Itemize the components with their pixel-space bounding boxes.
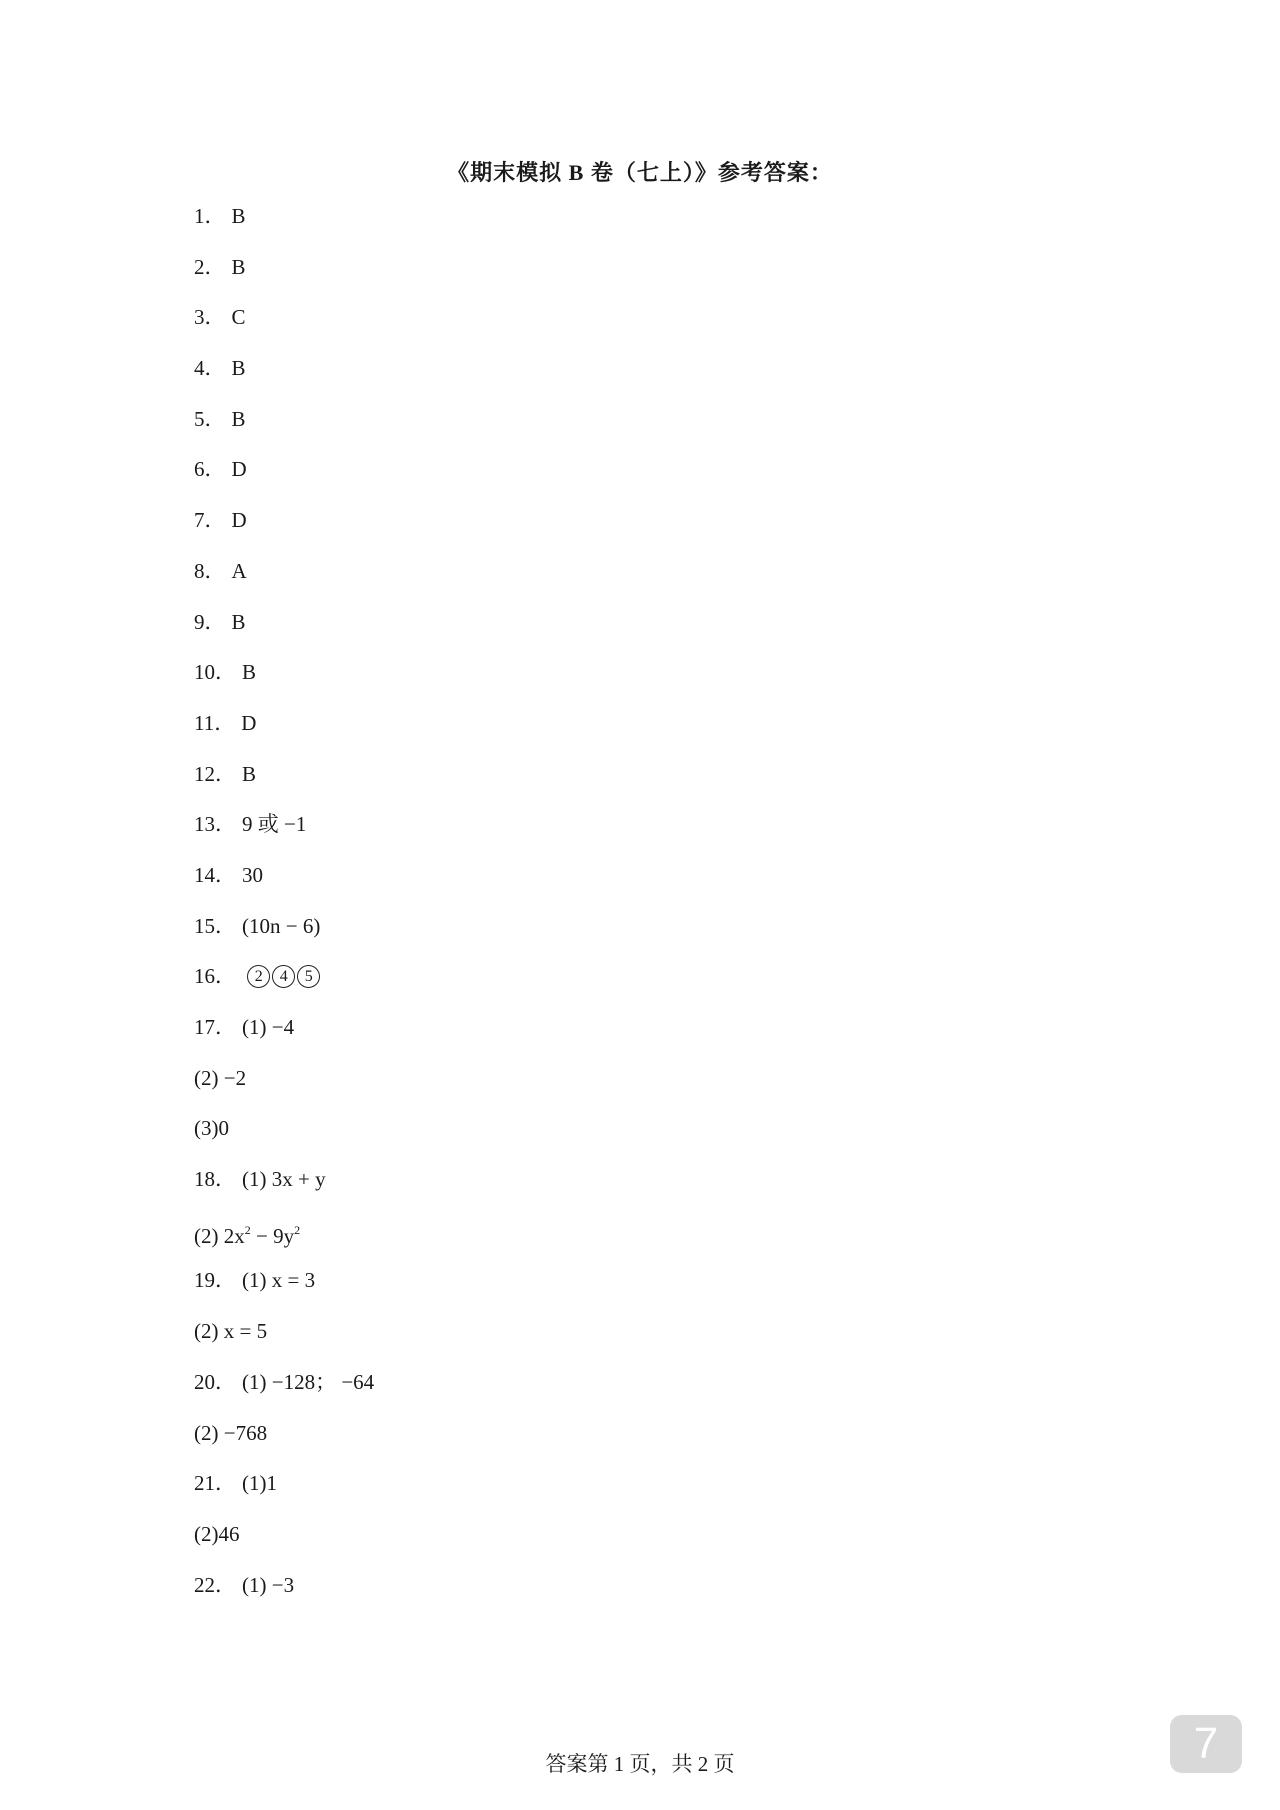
- answer-row: [194, 551, 374, 602]
- math-expression: [194, 1210, 300, 1256]
- question-number: 20．: [194, 1369, 236, 1394]
- answer-row: [194, 449, 374, 500]
- answer-row: [194, 703, 374, 754]
- answer-text: (1) −128； −64: [242, 1369, 375, 1394]
- expression-prefix: (2) 2x: [194, 1223, 245, 1248]
- answer-text: D: [231, 508, 247, 533]
- answer-text: B: [231, 204, 246, 228]
- expression-middle: − 9y: [250, 1223, 295, 1248]
- answer-row: [194, 1108, 374, 1159]
- circled-number-mark: 2: [247, 965, 270, 988]
- answer-text: B: [231, 254, 246, 279]
- exponent: 2: [294, 1222, 301, 1237]
- question-number: 18．: [194, 1167, 236, 1192]
- answer-text: (1)1: [242, 1471, 277, 1496]
- question-number: 16．: [194, 964, 236, 989]
- answer-row: [194, 247, 374, 298]
- question-number: 5．: [194, 406, 226, 431]
- answer-row: [194, 196, 374, 247]
- page-number-badge[interactable]: 7: [1170, 1715, 1242, 1773]
- answer-row: [194, 1159, 374, 1210]
- answer-row: [194, 399, 374, 450]
- answer-row: [194, 855, 374, 906]
- answer-text: A: [231, 558, 247, 583]
- answer-row: [194, 348, 374, 399]
- answer-text: B: [231, 406, 246, 431]
- answer-row: [194, 1514, 374, 1565]
- answer-text: B: [231, 356, 246, 381]
- answer-text: (10n − 6): [242, 913, 321, 938]
- answer-text: (1) 3x + y: [242, 1167, 326, 1192]
- answer-text: 9 或 −1: [242, 812, 307, 837]
- question-number: 15．: [194, 913, 236, 938]
- answer-row: [194, 1565, 374, 1616]
- answer-row: [194, 1362, 374, 1413]
- question-number: 14．: [194, 862, 236, 887]
- circled-number-mark: 4: [272, 965, 295, 988]
- question-number: 2．: [194, 254, 226, 279]
- answer-row: [194, 754, 374, 805]
- question-number: 1．: [194, 204, 226, 228]
- question-number: 12．: [194, 761, 236, 786]
- question-number: 17．: [194, 1015, 236, 1039]
- answer-text: (3)0: [194, 1116, 229, 1141]
- page-title: 《期末模拟 B 卷（七上）》参考答案：: [447, 160, 833, 185]
- answer-text: (2)46: [194, 1521, 240, 1546]
- answer-text: D: [241, 710, 257, 735]
- question-number: 10．: [194, 660, 236, 685]
- answer-row: [194, 652, 374, 703]
- answer-list: [194, 196, 374, 1615]
- question-number: 3．: [194, 305, 226, 330]
- answer-text: (2) x = 5: [194, 1319, 268, 1344]
- question-number: 8．: [194, 558, 226, 583]
- answer-text: (1) x = 3: [242, 1268, 316, 1293]
- answer-row: [194, 297, 374, 348]
- answer-text: (2) −768: [194, 1420, 268, 1445]
- answer-row: [194, 1463, 374, 1514]
- answer-text: (1) −4: [242, 1015, 295, 1039]
- answer-text: B: [242, 761, 257, 786]
- answer-row: [194, 956, 374, 1007]
- answer-row: [194, 500, 374, 551]
- question-number: 7．: [194, 508, 226, 533]
- question-number: 6．: [194, 457, 226, 482]
- question-number: 21．: [194, 1471, 236, 1496]
- answer-text: 30: [242, 862, 263, 887]
- question-number: 9．: [194, 609, 226, 634]
- answer-text: (2) −2: [194, 1065, 247, 1090]
- exponent: 2: [244, 1222, 251, 1237]
- question-number: 11．: [194, 710, 236, 735]
- answer-text: B: [231, 609, 246, 634]
- answer-text: D: [231, 457, 247, 482]
- circled-answer-group: [247, 956, 322, 996]
- circled-number-mark: 5: [297, 965, 320, 988]
- answer-row: [194, 602, 374, 653]
- question-number: 19．: [194, 1268, 236, 1293]
- answer-row: [194, 804, 374, 855]
- answer-text: B: [242, 660, 257, 685]
- question-number: 22．: [194, 1572, 236, 1597]
- page-footer: 答案第 1 页，共 2 页: [545, 1752, 735, 1776]
- answer-row: [194, 1058, 374, 1109]
- answer-text: C: [231, 305, 246, 330]
- answer-row: [194, 1007, 374, 1058]
- answer-text: (1) −3: [242, 1572, 295, 1597]
- question-number: 13．: [194, 812, 236, 837]
- answer-row: [194, 906, 374, 957]
- answer-row: [194, 1210, 374, 1261]
- answer-row: [194, 1260, 374, 1311]
- answer-row: [194, 1311, 374, 1362]
- question-number: 4．: [194, 356, 226, 381]
- answer-row: [194, 1413, 374, 1464]
